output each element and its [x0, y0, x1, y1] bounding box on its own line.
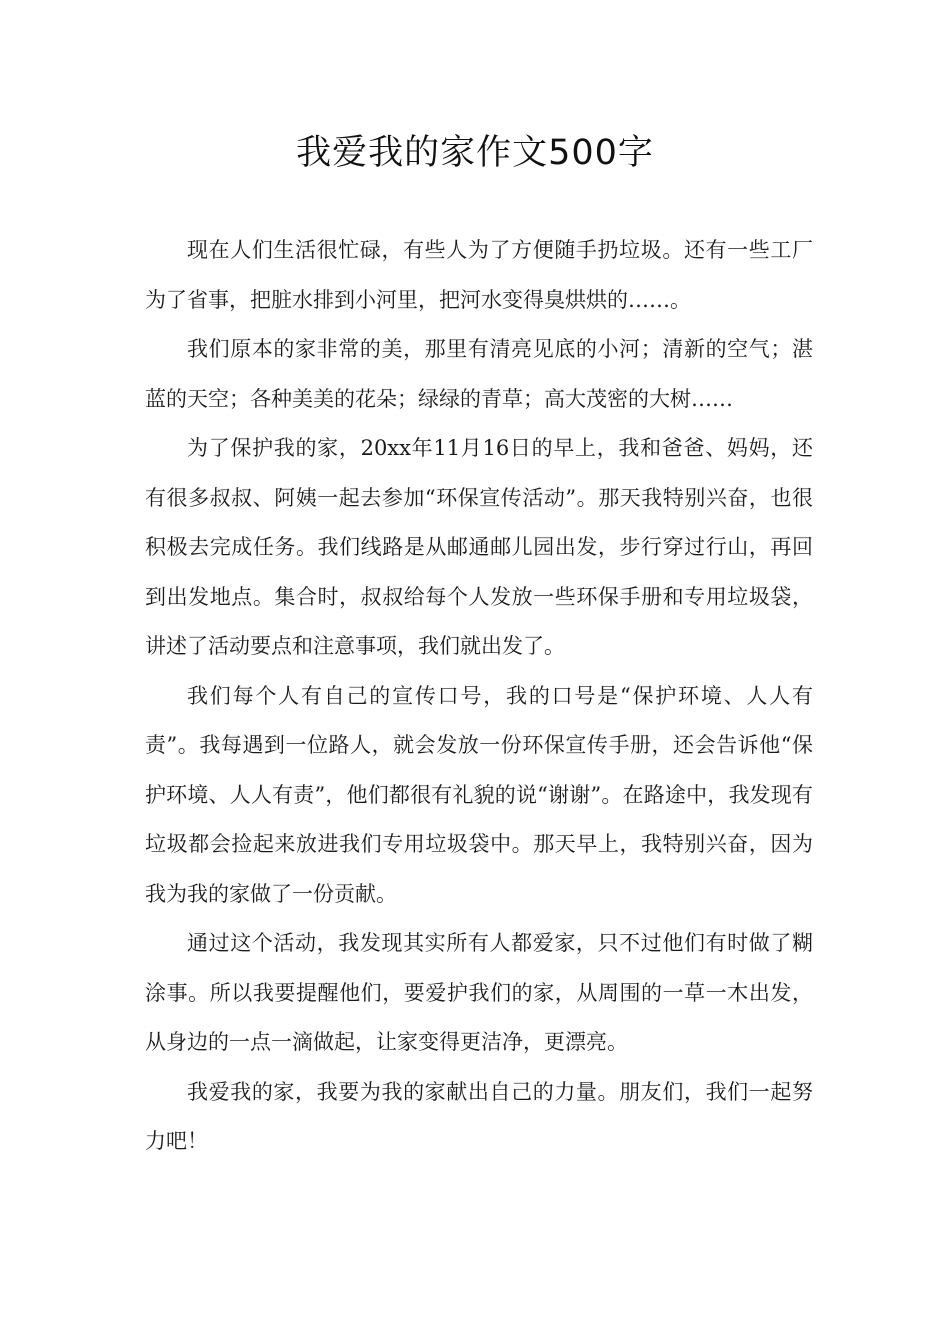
document-title: 我爱我的家作文500字: [296, 133, 654, 173]
paragraph-6: 我爱我的家，我要为我的家献出自己的力量。朋友们，我们一起努力吧！: [145, 1079, 813, 1153]
paragraph-2: 我们原本的家非常的美，那里有清亮见底的小河；清新的空气；湛蓝的天空；各种美美的花朵；绿绿的青草；高大茂密的大树……: [145, 337, 813, 411]
paragraph-5: 通过这个活动，我发现其实所有人都爱家，只不过他们有时做了糊涂事。所以我要提醒他们，要爱护我们的家，从周围的一草一木出发，从身边的一点一滴做起，让家变得更洁净，更漂亮。: [145, 931, 813, 1054]
document-body: [145, 226, 813, 1167]
paragraph-4: 我们每个人有自己的宣传口号，我的口号是“保护环境、人人有责”。我每遇到一位路人，就会发放一份环保宣传手册，还会告诉他“保护环境、人人有责”，他们都很有礼貌的说“谢谢”。在路途中，我发现有垃圾都会捡起来放进我们专用垃圾袋中。那天早上，我特别兴奋，因为我为我的家做了一份贡献。: [145, 683, 813, 906]
paragraph-1: 现在人们生活很忙碌，有些人为了方便随手扔垃圾。还有一些工厂为了省事，把脏水排到小河里，把河水变得臭烘烘的……。: [145, 238, 813, 312]
paragraph-3: 为了保护我的家，20xx年11月16日的早上，我和爸爸、妈妈，还有很多叔叔、阿姨一起去参加“环保宣传活动”。那天我特别兴奋，也很积极去完成任务。我们线路是从邮通邮儿园出发，步行穿过行山，再回到出发地点。集合时，叔叔给每个人发放一些环保手册和专用垃圾袋，讲述了活动要点和注意事项，我们就出发了。: [145, 436, 813, 658]
